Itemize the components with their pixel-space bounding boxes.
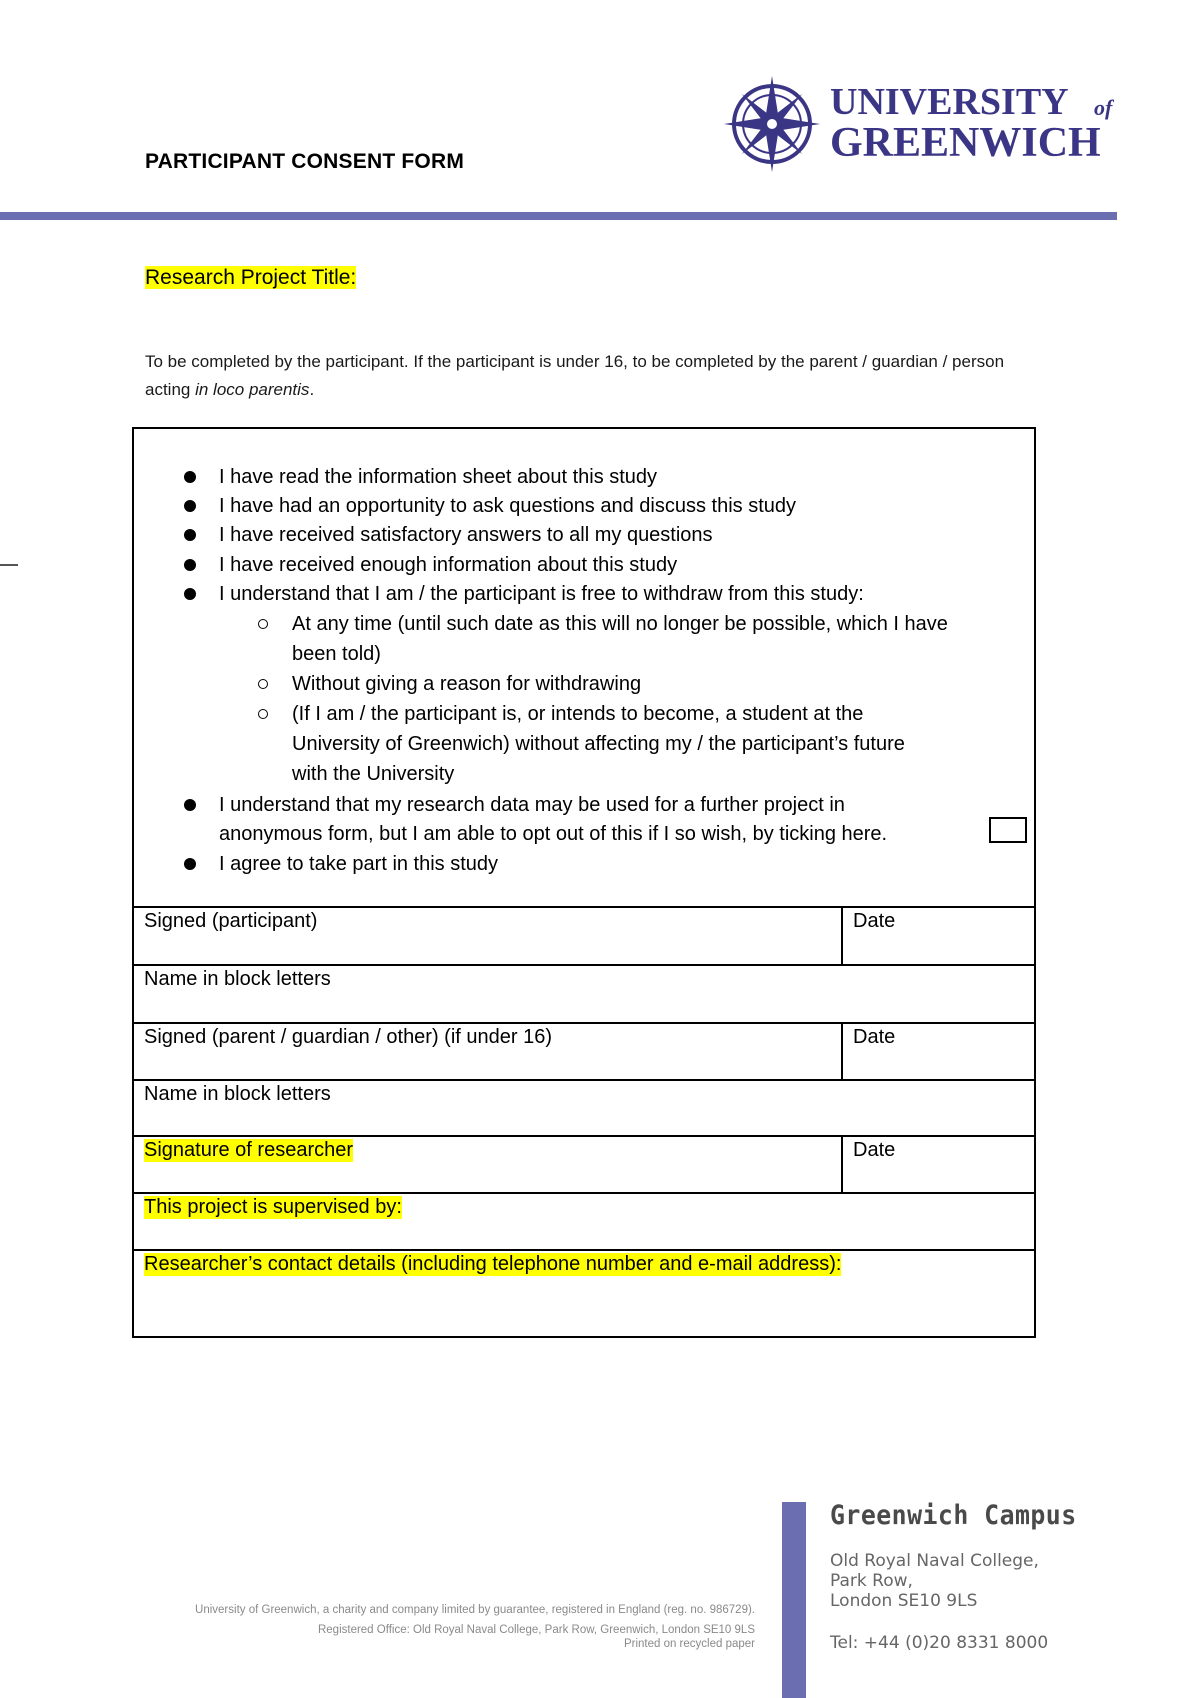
printed-on-recycled: Printed on recycled paper [623,1638,755,1650]
opt-out-checkbox[interactable] [989,817,1027,843]
campus-telephone: Tel: +44 (0)20 8331 8000 [830,1633,1049,1653]
bullet-icon [184,588,196,600]
campus-name: Greenwich Campus [830,1500,1077,1531]
signed-parent-row[interactable]: Signed (parent / guardian / other) (if under 16) Date [134,1022,1034,1079]
footer-legal-text: University of Greenwich, a charity and company limited by guarantee, registered in England (reg. no. 986729). Registered Office: Old Royal Naval College, Park Row, Greenwich, London SE10 9LS [195,1604,755,1636]
signed-participant-row[interactable]: Signed (participant) Date [134,906,1034,964]
header-divider [0,212,1117,220]
compass-emblem-icon [724,76,820,172]
university-logo [722,74,1122,174]
supervised-by-row[interactable]: This project is supervised by: [134,1192,1034,1249]
svg-text:UNIVERSITY: UNIVERSITY [830,81,1069,123]
circle-bullet-icon [258,619,268,629]
consent-statements: I have read the information sheet about this study I have had an opportunity to ask questions and discuss this study I have received satisfactory answers to all my questions I have received enough information about this study I understand that I am / the participant is free to withdraw from this study: At any time (until such date as this will no longer be possible, which I have been told) Without giving a reason for withdrawing (If I am / the participant is, or intends to become, a student at the University of Greenwich) without affecting my / the participant’s future with the University I understand that my research data may be used for a further project in anonymous form, but I am able to opt out of this if I so wish, by ticking here. I agree to take part in this study [134,429,1034,908]
date-field[interactable]: Date [841,1024,1034,1079]
consent-form-box [132,427,1036,1338]
bullet-icon [184,529,196,541]
bullet-icon [184,799,196,811]
date-field[interactable]: Date [841,908,1034,964]
bullet-icon [184,500,196,512]
campus-address: Old Royal Naval College, Park Row, London SE10 9LS [830,1551,1039,1611]
margin-mark [0,564,18,566]
bullet-icon [184,858,196,870]
bullet-icon [184,559,196,571]
bullet-icon [184,471,196,483]
date-field[interactable]: Date [841,1137,1034,1192]
form-title: PARTICIPANT CONSENT FORM [145,150,465,173]
signature-researcher-row[interactable]: Signature of researcher Date [134,1135,1034,1192]
name-block-letters-row[interactable]: Name in block letters [134,964,1034,1022]
name-block-letters-row[interactable]: Name in block letters [134,1079,1034,1135]
circle-bullet-icon [258,709,268,719]
circle-bullet-icon [258,679,268,689]
project-title-label: Research Project Title: [145,266,357,289]
svg-text:of: of [1094,95,1113,120]
footer-accent-bar [782,1502,806,1698]
intro-text: To be completed by the participant. If the participant is under 16, to be completed by the parent / guardian / person acting in loco parentis. [145,352,1005,399]
svg-text:GREENWICH: GREENWICH [830,120,1101,166]
researcher-contact-row[interactable]: Researcher’s contact details (including telephone number and e-mail address): [134,1249,1034,1338]
